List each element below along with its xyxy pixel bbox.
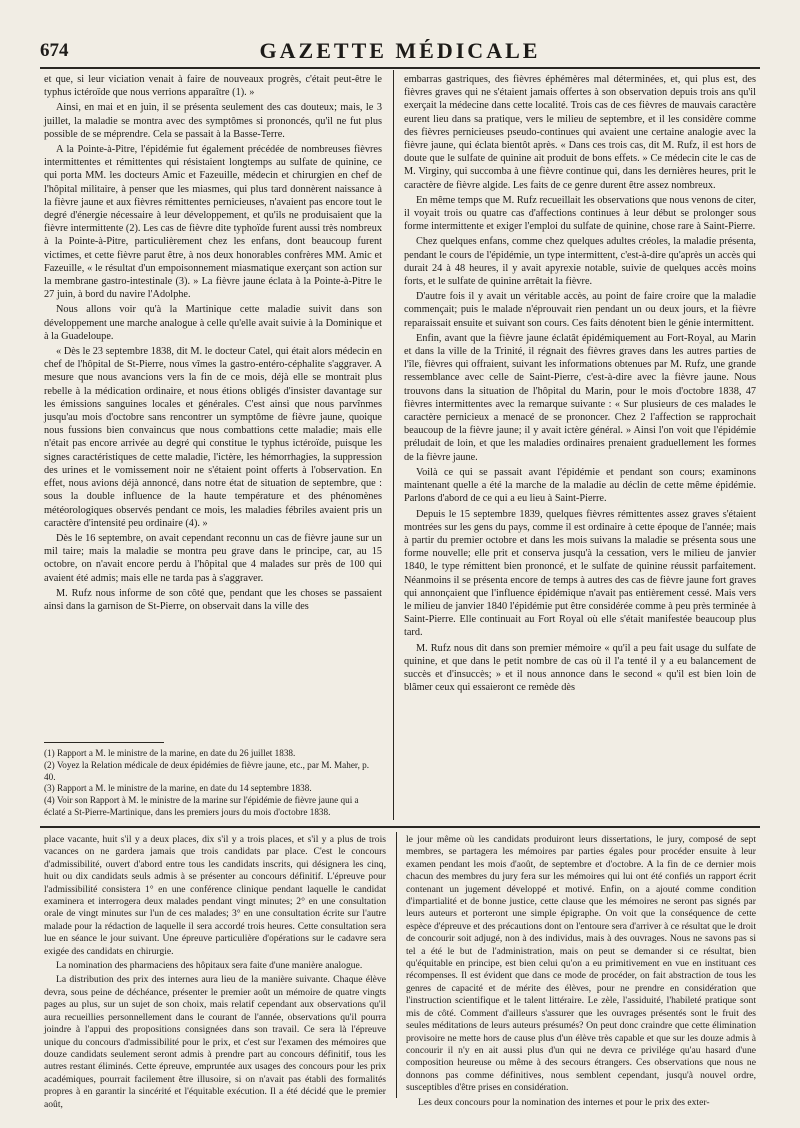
page-header xyxy=(40,36,760,66)
paragraph: A la Pointe-à-Pitre, l'épidémie fut également précédée de nombreuses fièvres intermittentes et rémittentes qui résistaient longtemps au sulfate de quinine, ce qui porta MM. les docteurs Amic et Fazeuille, médecin et chirurgien en chef de l'hôpital militaire, à penser que les miasmes, qui plus tard donnèrent naissance à la fièvre jaune et aux fièvres rémittentes pernicieuses, n'avaient pas encore tout le degré d'énergie nécessaire à leur développement, et qu'ils ne produisaient que la fièvre intermittente (2). Les cas de fièvre dite typhoïde furent aussi très nombreux à la Pointe-à-Pitre, particulièrement chez les enfans, dont beaucoup furent victimes, et cette fièvre parut être, à nos deux honorables confrères MM. Amic et Fazeuille, « le résultat d'un empoisonnement miasmatique exerçant son action sur la membrane gastro-intestinale (3). » La fièvre jaune éclata à la Pointe-à-Pitre le 27 juin, à bord du navire l'Adolphe. xyxy=(44,144,382,301)
feuilleton-column-left xyxy=(44,834,386,1110)
paragraph: Ainsi, en mai et en juin, il se présenta seulement des cas douteux; mais, le 3 juillet, la maladie se montra avec des symptômes si prononcés, qu'il ne fut plus possible de se méprendre. Cela se passait à la Basse-Terre. xyxy=(44,102,382,140)
paragraph: La distribution des prix des internes aura lieu de la manière suivante. Chaque élève devra, sous peine de déchéance, présenter le premier août un mémoire de quatre vingts pages au plus, sur un sujet de son choix, mais relatif cependant aux observations qu'il aura recueillies personnellement dans le courant de l'année, observations qu'il pourra joindre à l'appui des propositions consignées dans son travail. Ce sera là l'épreuve unique du concours d'admissibilité pour le prix, et c'est sur l'examen des mémoires que douze candidats seulement seront admis à prendre part au concours définitif, tous les autres restant éliminés. Cette épreuve, empruntée aux usages des concours pour les prix académiques, pourrait facilement être illusoire, si on n'avait pas établi des formalités propres à en garantir la sincérité et l'équitable exécution. Il a été décidé que le premier août, xyxy=(44,974,386,1110)
header-rule xyxy=(40,67,760,69)
footnote-rule xyxy=(44,742,164,743)
journal-title: GAZETTE MÉDICALE xyxy=(259,38,541,63)
paragraph: La nomination des pharmaciens des hôpitaux sera faite d'une manière analogue. xyxy=(56,960,363,972)
paragraph: « Dès le 23 septembre 1838, dit M. le docteur Catel, qui était alors médecin en chef de l'hôpital de St-Pierre, nous vîmes la gastro-entéro-céphalite s'aggraver. A mesure que nous avancions vers la fin de ce mois, déjà elle se montrait plus rebelle à la médication ordinaire, et nous étions obligés d'insister davantage sur les émissions sanguines locales et générales. C'est ainsi que nous parvînmes jusqu'au mois d'octobre sans rencontrer un symptôme de fièvre jaune, quoique nous fussions bien convaincus que nous combattions cette maladie; mais elle n'était pas encore arrivée au degré qui constitue le typhus ictéroïde, puisque les signes caractéristiques de cette maladie, l'ictère, les hémorrhagies, la suppression des urines et le vomissement noir ne s'étaient point offerts à l'observation. En effet, nous avions déjà annoncé, dans notre état de situation de septembre, que : sous la double influence de la haute température et des phénomènes météorologiques observés pendant ce mois, les maladies fébriles avaient pris un caractère d'intensité peu ordinaire (4). » xyxy=(44,346,382,529)
section-separator xyxy=(40,826,760,828)
footnote: (4) Voir son Rapport à M. le ministre de la marine sur l'épidémie de fièvre jaune qui a éclaté a St-Pierre-Martinique, dans les premiers jours du mois d'octobre 1838. xyxy=(44,795,359,817)
column-divider xyxy=(396,832,397,1098)
paragraph: et que, si leur viciation venait à faire de nouveaux progrès, c'était peut-être le typhus ictéroïde que nous verrions apparaître (1). » xyxy=(44,74,382,99)
paragraph: D'autre fois il y avait un véritable accès, au point de faire croire que la maladie commençait; puis le malade n'éprouvait rien pendant un ou deux jours, et la fièvre reparaissait ensuite et suivant son cours. Ces faits dénotent bien le génie intermittent. xyxy=(404,291,756,329)
paragraph: Enfin, avant que la fièvre jaune éclatât épidémiquement au Fort-Royal, au Marin et dans la ville de la Trinité, il régnait des fièvres graves dans les autres parties de l'île, fièvres qui offraient, suivant les informations obtenues par M. Rufz, une grande ressemblance avec celle de Saint-Pierre, c'est-à-dire avec la fièvre jaune. Nous trouvons dans la situation de l'hôpital du Marin, pour le mois d'octobre 1838, 47 fièvres intermittentes avec la remarque suivante : « Sur plusieurs de ces malades le caractère pernicieux a menacé de se prononcer. Chez 2 l'affection se rapprochait beaucoup de la fièvre jaune; il y avait ictère général. » Ainsi l'on voit que l'épidémie préludait de loin, et que les maladies ordinaires prenaient graduellement les formes de la fièvre jaune. xyxy=(404,332,756,463)
paragraph: embarras gastriques, des fièvres éphémères mal déterminées, et, qui plus est, des fièvres graves qui ne s'étaient jamais offertes à son observation depuis trois ans qu'il exerçait la médecine dans cette localité. Trois cas de ces fièvres de mauvais caractère eurent lieu dans sa pratique, vers le milieu de septembre, et il les considère comme des fièvres pernicieuses pseudo-continues qui avaient une certaine analogie avec la fièvre jaune, qui éclata bientôt après. « Dans ces trois cas, dit M. Rufz, il est hors de doute que le sulfate de quinine ait produit de bons effets. » Ce médecin cite le cas de M. Virginy, qui succomba à une fièvre continue qui, dans les dernières heures, prit le caractère de fièvre algide. Les faits de ce genre durent être assez nombreux. xyxy=(404,74,756,191)
paragraph: le jour même où les candidats produiront leurs dissertations, le jury, composé de sept membres, se partagera les mémoires par parties égales pour procéder ensuite à leur examen pendant les mois d'août, de septembre et d'octobre. A la fin de ce dernier mois chacun des membres du jury fera sur les mémoires qui lui ont été confiés un rapport écrit contenant un jugement développé et motivé. Enfin, on a ajouté comme condition d'impartialité et de bonne justice, cette clause que les mémoires ne seront pas signés par leurs auteurs et porteront une simple épigraphe. On voit que la conséquence de cette espèce d'épreuve et des précautions dont on l'entoure sera d'arriver à ce résultat que le droit de concourir soit adjugé, non à des individus, mais à des ouvrages. Nous ne savons pas si tel a été le but de l'administration, mais on peut se demander si ce résultat, bien qu'équitable en principe, est bien celui qu'on a eu primitivement en vue en instituant ces récompenses. Il est évident que dans ce mode de procéder, on fait abstraction de tous les genres de capacité et de mérite des élèves, pour ne prendre en considération que l'instruction scientifique et le talent littéraire. Le zèle, l'assiduité, l'habileté pratique sont mis de côté. Comment d'ailleurs s'assurer que les ouvrages présentés sont le fruit des seules méditations de leurs auteurs présumés? On peut donc craindre que cette élimination provisoire ne mette hors de cause plus d'un élève très capable et que sur les douze admis à concourir il n'y en ait aussi plus d'un qui ne devra ce privilége qu'au hasard d'une composition heureuse ou même à des secours étrangers. Ces observations que nous ne donnons pas comme définitives, nous semblent cependant, jusqu'à nouvel ordre, susceptibles d'être prises en considération. xyxy=(406,834,756,1094)
paragraph: M. Rufz nous informe de son côté que, pendant que les choses se passaient ainsi dans la garnison de St-Pierre, on observait dans la ville des xyxy=(44,587,382,612)
footnotes xyxy=(44,748,382,819)
paragraph: M. Rufz nous dit dans son premier mémoire « qu'il a peu fait usage du sulfate de quinine, et que dans le petit nombre de cas où il l'a tenté il y a eu balancement de succès et d'insuccès; » et il nous annonce dans le second « qu'il est bien loin de blâmer ceux qui essaieront ce remède dès xyxy=(404,642,756,694)
footnote: (1) Rapport a M. le ministre de la marine, en date du 26 juillet 1838. xyxy=(44,748,296,758)
paragraph: Voilà ce qui se passait avant l'épidémie et pendant son cours; examinons maintenant quelle a été la marche de la maladie au déclin de cette même épidémie. Parlons d'abord de ce qui a eu lieu à Saint-Pierre. xyxy=(404,466,756,505)
paragraph: Depuis le 15 septembre 1839, quelques fièvres rémittentes assez graves s'étaient montrées sur les gens du pays, comme il est ordinaire à cette époque de l'année; mais à partir du premier octobre et dans les mois suivans la maladie se présenta sous une forme nouvelle; elle prit et conserva jusqu'à la cessation, vers le milieu de janvier 1840, le type rémittent bien prononcé, et le sulfate de quinine réussit parfaitement. Néanmoins il se présenta encore de temps à autres des cas de fièvre jaune fort graves qui annonçaient que l'influence épidémique n'avait pas entièrement cessé. Mais vers le milieu de janvier 1840 l'épidémie put être considérée comme à peu près terminée à Saint-Pierre. Elle continuait au Fort Royal où elle s'était manifestée beaucoup plus tard. xyxy=(404,508,756,639)
feuilleton-column-right xyxy=(406,834,756,1108)
paragraph: Chez quelques enfans, comme chez quelques adultes créoles, la maladie présenta, pendant le cours de l'épidémie, un type intermittent, c'est-à-dire qu'après un accès qui durait 24 à 48 heures, il y avait apyrexie notable, suivie de quelques accès moins forts, et le sulfate de quinine arrêtait la fièvre. xyxy=(404,236,756,288)
article-column-left xyxy=(44,73,382,737)
paragraph: Nous allons voir qu'à la Martinique cette maladie suivit dans son développement une marche analogue à celle qu'elle avait suivie à la Dominique et à la Guadeloupe. xyxy=(44,304,382,342)
paragraph: En même temps que M. Rufz recueillait les observations que nous venons de citer, il voyait trois ou quatre cas d'affections continues à leur début se prolonger sous forme intermittente et exiger l'emploi du sulfate de quinine, chose rare à Saint-Pierre. xyxy=(404,194,756,233)
paragraph: place vacante, huit s'il y a deux places, dix s'il y a trois places, et s'il y a plus de trois vacances on ne gardera jamais que trois candidats par place. C'est le concours d'admissibilité, ouvert d'abord entre tous les candidats inscrits, qui désignera les cinq, huit ou dix candidats seuls admis à se présenter au concours définitif. L'épreuve pour l'admissibilité consistera 1° en une conférence clinique pendant laquelle le candidat examinera et interrogera deux malades pendant vingt minutes; 2° en une consultation orale de vingt minutes sur l'un de ces malades; 3° en une consultation écrite sur l'autre malade pour la rédaction de laquelle il sera accordé trois heures. Cette consultation sera lue en séance le jour suivant. Une épreuve particulière d'opérations sur le cadavre sera exigée des candidats en chirurgie. xyxy=(44,834,386,957)
column-divider xyxy=(393,70,394,820)
paragraph: Dès le 16 septembre, on avait cependant reconnu un cas de fièvre jaune sur un mil taire; mais la maladie se montra peu grave dans le principe, car, au 15 octobre, on n'avait encore perdu à l'hôpital que 4 malades sur près de 100 qui avaient été admis; mais elle ne tarda pas à s'aggraver. xyxy=(44,532,382,584)
footnote: (2) Voyez la Relation médicale de deux épidémies de fièvre jaune, etc., par M. Maher, p. 40. xyxy=(44,759,370,782)
page-number: 674 xyxy=(40,40,69,61)
footnote: (3) Rapport a M. le ministre de la marine, en date du 14 septembre 1838. xyxy=(44,783,312,794)
article-column-right xyxy=(404,73,756,813)
paragraph: Les deux concours pour la nomination des internes et pour le prix des exter- xyxy=(418,1096,710,1108)
